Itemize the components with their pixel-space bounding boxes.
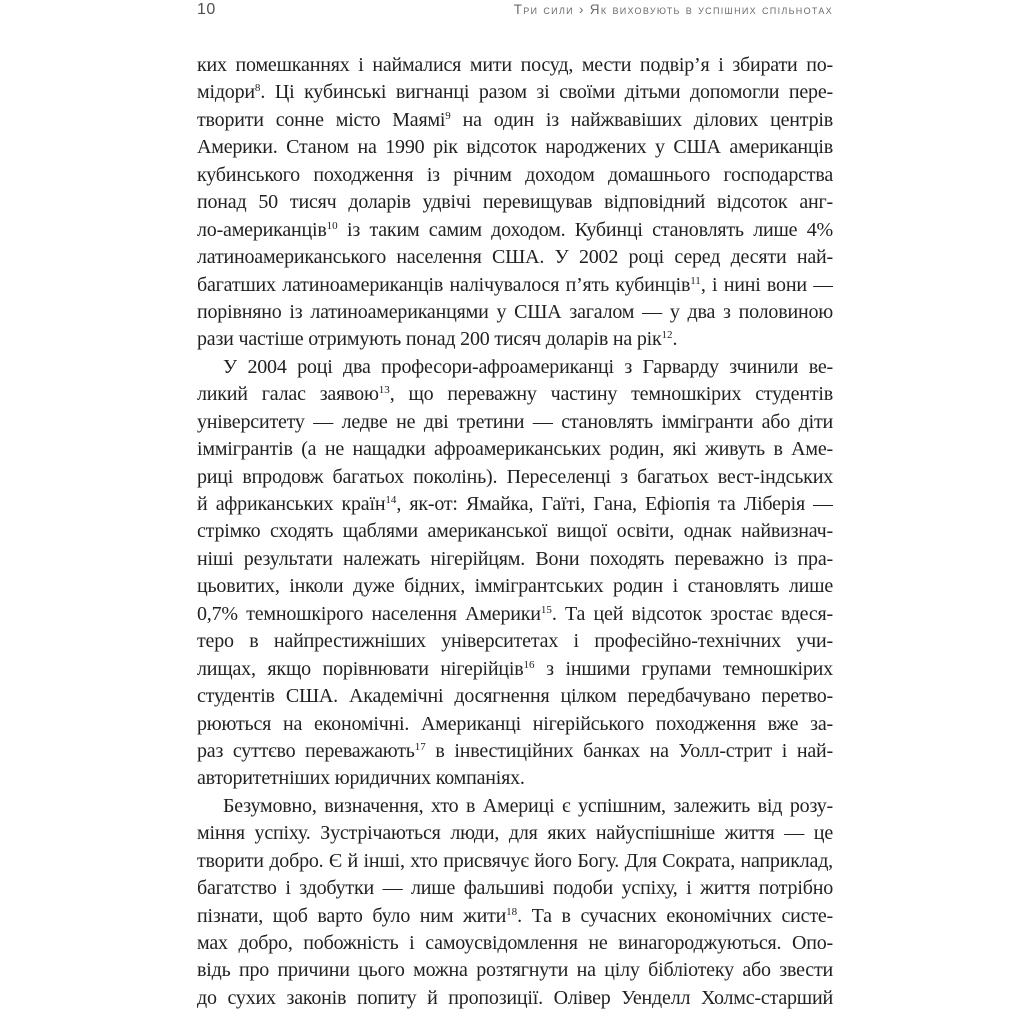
text-line: творити добро. Є й інші, хто присвячує його Богу. Для Сократа, наприклад, <box>197 849 833 872</box>
text-line: іммігрантів (а не нащадки афроамериканських родин, які живуть в Аме- <box>197 438 833 461</box>
text-line: творити сонне місто Маямі$^9$ на один із найжвавіших ділових центрів <box>197 108 833 131</box>
footnote-reference: 16 <box>523 658 535 671</box>
text-line: мідори$^8$. Ці кубинські вигнанці разом зі своїми дітьми допомогли пере- <box>197 81 833 104</box>
text-line: Безумовно, визначення, хто в Америці є успішним, залежить від розу- <box>223 794 833 817</box>
text-line: студентів США. Академічні досягнення цілком передбачувано перетво- <box>197 685 833 708</box>
text-line: стрімко сходять щаблями американської вищої освіти, однак найвизнач- <box>197 520 833 543</box>
text-line: Америки. Станом на 1990 рік відсоток народжених у США американців <box>197 136 833 159</box>
text-line: ких помешканнях і наймалися мити посуд, мести подвір’я і збирати по- <box>197 54 833 76</box>
text-line: лищах, якщо порівнювати нігерійців$^{16}$ з іншими групами темношкірих <box>197 657 833 680</box>
text-line: міння успіху. Зустрічаються люди, для яких найуспішніше життя — це <box>197 822 833 845</box>
footnote-reference: 9 <box>445 109 451 122</box>
text-line: багатших латиноамериканців налічувалося п’ять кубинців$^{11}$, і нині вони — <box>197 273 833 296</box>
text-line: рази частіше отримують понад 200 тисяч доларів на рік$^{12}$. <box>197 328 678 351</box>
running-header <box>197 1 833 19</box>
text-line: багатство і здобутки — лише фальшиві подоби успіху, і життя потрібно <box>197 877 833 900</box>
text-line: раз суттєво переважають$^{17}$ в інвестиційних банках на Уолл-стрит і най- <box>197 739 833 762</box>
paragraph <box>197 354 833 793</box>
text-line: порівняно із латиноамериканцями у США загалом — у два з половиною <box>197 300 833 323</box>
text-line: кубинського походження із річним доходом домашнього господарства <box>197 163 833 186</box>
footnote-reference: 10 <box>326 219 338 232</box>
text-line: риці впродовж багатьох поколінь). Переселенці з багатьох вест-індських <box>197 465 833 488</box>
paragraph <box>197 793 833 1013</box>
text-line: відь про причини цього можна розтягнути на цілу бібліотеку або звести <box>197 959 833 982</box>
text-line: авторитетніших юридичних компаніях. <box>197 767 525 790</box>
footnote-reference: 17 <box>414 740 426 753</box>
text-line: цьовитих, інколи дуже бідних, іммігрантських родин і становлять лише <box>197 575 833 598</box>
text-line: ликий галас заявою$^{13}$, що переважну частину темношкірих студентів <box>197 383 833 406</box>
running-title: Три сили › Як виховують в успішних спільнотах <box>513 2 833 17</box>
footnote-reference: 15 <box>540 603 552 616</box>
text-line: У 2004 році два професори-афроамериканці з Гарварду зчинили ве- <box>223 355 833 378</box>
footnote-reference: 12 <box>661 329 673 342</box>
text-line: університету — ледве не дві третини — становлять іммігранти або діти <box>197 410 833 433</box>
text-line: понад 50 тисяч доларів удвічі перевищував відповідний відсоток анг- <box>197 191 833 214</box>
text-line: ніші результати належать нігерійцям. Вони походять переважно із пра- <box>197 547 833 570</box>
text-line: теро в найпрестижніших університетах і професійно-технічних учи- <box>197 630 833 653</box>
page-number: 10 <box>197 1 216 18</box>
paragraph <box>197 52 833 354</box>
text-line: латиноамериканського населення США. У 2002 році серед десяти най- <box>197 246 833 269</box>
text-line: й африканських країн$^{14}$, як-от: Ямайка, Гаїті, Гана, Ефіопія та Ліберія — <box>197 493 833 515</box>
text-line: до сухих законів попиту й пропозиції. Олівер Уенделл Холмс-старший <box>197 986 833 1009</box>
footnote-reference: 11 <box>690 274 701 287</box>
body-text <box>197 52 833 1012</box>
footnote-reference: 13 <box>378 384 390 397</box>
text-line: ло-американців$^{10}$ із таким самим доходом. Кубинці становлять лише 4% <box>197 218 833 241</box>
footnote-reference: 14 <box>385 494 397 506</box>
text-line: рюються на економічні. Американці нігерійського походження вже за- <box>197 712 833 735</box>
footnote-reference: 8 <box>254 82 261 95</box>
text-line: мах добро, побожність і самоусвідомлення не винагороджуються. Опо- <box>197 932 833 954</box>
text-line: пізнати, щоб варто було ним жити$^{18}$. Та в сучасних економічних систе- <box>197 904 833 927</box>
footnote-reference: 18 <box>506 905 518 918</box>
text-line: 0,7% темношкірого населення Америки$^{15}$. Та цей відсоток зростає вдеся- <box>197 602 833 625</box>
